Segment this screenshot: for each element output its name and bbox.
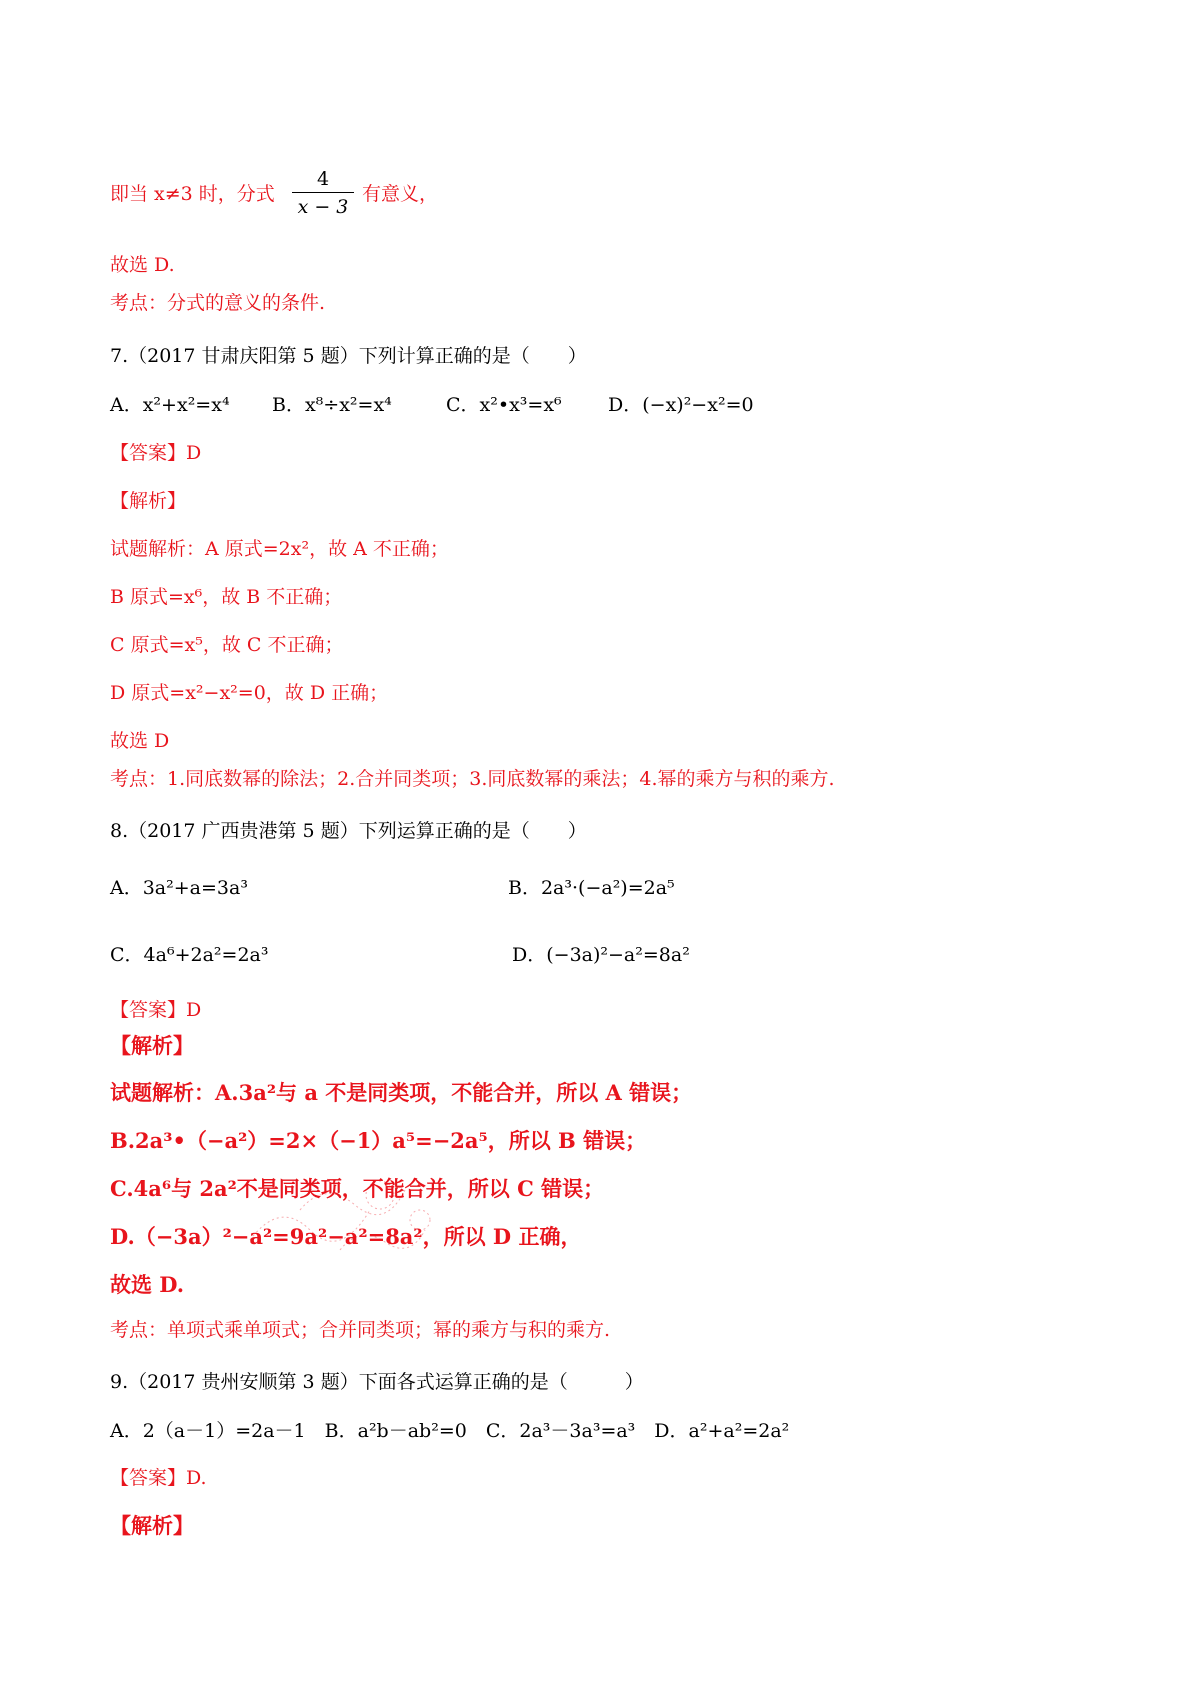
q8-option-b: B．2a³·(−a²)=2a⁵ [508, 877, 675, 899]
q7-choose: 故选 D [110, 730, 170, 752]
fraction [290, 166, 356, 221]
q8-answer: 【答案】D [110, 999, 202, 1021]
watermark [230, 1150, 480, 1270]
q7-analysis-heading: 【解析】 [110, 490, 187, 512]
question-7-title: 7.（2017 甘肃庆阳第 5 题）下列计算正确的是（ ） [110, 345, 587, 367]
q7-analysis-line-1: 试题解析：A 原式=2x²，故 A 不正确； [110, 538, 449, 560]
question-8-title: 8.（2017 广西贵港第 5 题）下列运算正确的是（ ） [110, 820, 587, 842]
q7-option-d: D．(−x)²−x²=0 [608, 394, 754, 416]
q8-option-a: A．3a²+a=3a³ [110, 877, 248, 899]
q7-option-b: B．x⁸÷x²=x⁴ [272, 394, 392, 416]
q8-analysis-line-4: D.（−3a）²−a²=9a²−a²=8a²，所以 D 正确， [110, 1224, 582, 1249]
q8-knowledge-point: 考点：单项式乘单项式；合并同类项；幂的乘方与积的乘方. [110, 1319, 611, 1341]
q8-option-d: D．(−3a)²−a²=8a² [512, 944, 690, 966]
q7-analysis-line-3: C 原式=x⁵，故 C 不正确； [110, 634, 344, 656]
condition-text [110, 181, 275, 207]
condition-prefix: 即当 x≠3 时，分式 [110, 183, 275, 205]
q7-option-c: C．x²•x³=x⁶ [446, 394, 562, 416]
q8-analysis-heading: 【解析】 [110, 1033, 194, 1058]
choose-line: 故选 D. [110, 254, 175, 276]
q7-analysis-line-2: B 原式=x⁶，故 B 不正确； [110, 586, 343, 608]
q7-analysis-line-4: D 原式=x²−x²=0，故 D 正确； [110, 682, 389, 704]
q9-analysis-heading: 【解析】 [110, 1513, 194, 1538]
q8-analysis-line-1: 试题解析：A.3a²与 a 不是同类项，不能合并，所以 A 错误； [110, 1080, 693, 1105]
q7-option-a: A．x²+x²=x⁴ [110, 394, 230, 416]
condition-suffix: 有意义， [362, 183, 439, 205]
q8-choose: 故选 D. [110, 1272, 185, 1297]
q8-analysis-line-3: C.4a⁶与 2a²不是同类项，不能合并，所以 C 错误； [110, 1176, 605, 1201]
q8-analysis-line-2: B.2a³•（−a²）=2×（−1）a⁵=−2a⁵，所以 B 错误； [110, 1128, 647, 1153]
q7-answer: 【答案】D [110, 442, 202, 464]
fraction-numerator: 4 [316, 168, 330, 190]
knowledge-point: 考点：分式的意义的条件. [110, 292, 326, 314]
q9-options: A．2（a－1）=2a－1 B．a²b－ab²=0 C．2a³－3a³=a³ D．a²+a²=2a² [110, 1420, 790, 1442]
fraction-denominator: x − 3 [297, 196, 349, 218]
q7-knowledge-point: 考点：1.同底数幂的除法；2.合并同类项；3.同底数幂的乘法；4.幂的乘方与积的乘方. [110, 768, 835, 790]
question-9-title: 9.（2017 贵州安顺第 3 题）下面各式运算正确的是（ ） [110, 1371, 644, 1393]
q8-option-c: C．4a⁶+2a²=2a³ [110, 944, 269, 966]
q9-answer: 【答案】D. [110, 1467, 207, 1489]
